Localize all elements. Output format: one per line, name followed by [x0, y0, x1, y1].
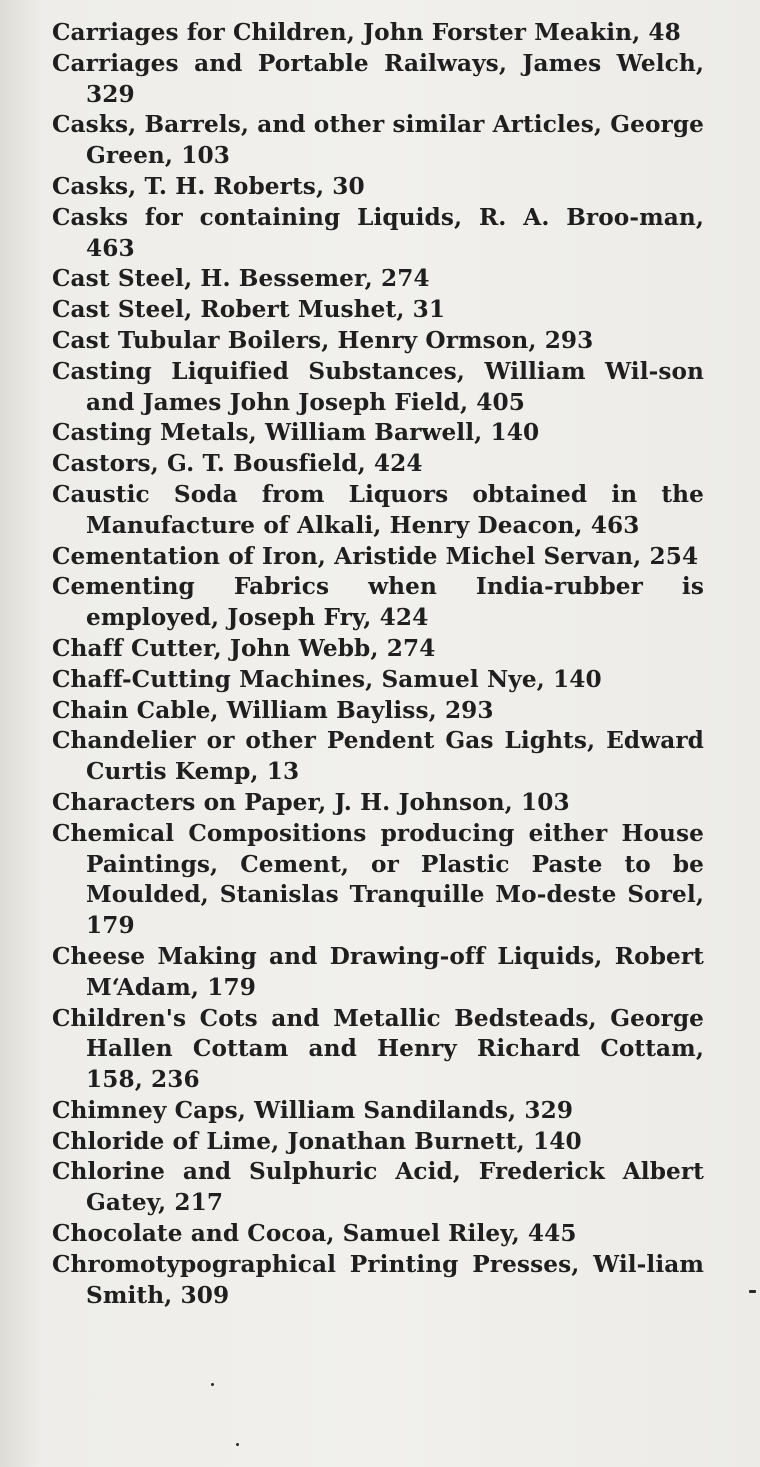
index-entry: Cast Steel, Robert Mushet, 31: [52, 296, 446, 324]
ink-speck: [211, 1383, 214, 1386]
index-entry: Chimney Caps, William Sandilands, 329: [52, 1096, 574, 1124]
index-entry: Cementation of Iron, Aristide Michel Servan, 254: [52, 542, 699, 570]
index-entry: Characters on Paper, J. H. Johnson, 103: [52, 788, 570, 816]
index-entry: Caustic Soda from Liquors obtained in the Manufacture of Alkali, Henry Deacon, 463: [52, 480, 704, 539]
index-entry: Cast Tubular Boilers, Henry Ormson, 293: [52, 326, 594, 354]
index-entry-list: [52, 18, 704, 1311]
index-entry: Chloride of Lime, Jonathan Burnett, 140: [52, 1127, 582, 1155]
index-entry: Chaff-Cutting Machines, Samuel Nye, 140: [52, 665, 602, 693]
ink-speck: [236, 1443, 239, 1446]
index-entry: Chlorine and Sulphuric Acid, Frederick Albert Gatey, 217: [52, 1158, 704, 1217]
index-entry: Cheese Making and Drawing-off Liquids, Robert M‘Adam, 179: [52, 942, 704, 1001]
index-entry: Carriages and Portable Railways, James Welch, 329: [52, 49, 704, 108]
index-entry: Children's Cots and Metallic Bedsteads, George Hallen Cottam and Henry Richard Cottam, 158, 236: [52, 1004, 704, 1094]
index-entry: Casks, T. H. Roberts, 30: [52, 172, 365, 200]
index-entry: Chain Cable, William Bayliss, 293: [52, 696, 494, 724]
index-entry: Castors, G. T. Bousfield, 424: [52, 450, 423, 478]
index-entry: Casks for containing Liquids, R. A. Broo-man, 463: [52, 203, 704, 262]
index-entry: Casting Metals, William Barwell, 140: [52, 419, 540, 447]
index-entry: Chocolate and Cocoa, Samuel Riley, 445: [52, 1220, 577, 1248]
index-entry: Chandelier or other Pendent Gas Lights, Edward Curtis Kemp, 13: [52, 727, 704, 786]
index-entry: Chaff Cutter, John Webb, 274: [52, 634, 436, 662]
index-entry: Carriages for Children, John Forster Meakin, 48: [52, 19, 681, 46]
index-entry: Cementing Fabrics when India-rubber is employed, Joseph Fry, 424: [52, 573, 704, 632]
index-entry: Casting Liquified Substances, William Wil-son and James John Joseph Field, 405: [52, 357, 704, 416]
index-entry: Casks, Barrels, and other similar Articles, George Green, 103: [52, 111, 704, 170]
index-entry: Chromotypographical Printing Presses, Wil-liam Smith, 309: [52, 1250, 704, 1309]
index-entry: Chemical Compositions producing either House Paintings, Cement, or Plastic Paste to be Moulded, Stanislas Tranquille Mo-deste Sorel, 179: [52, 819, 704, 940]
index-entry: Cast Steel, H. Bessemer, 274: [52, 265, 430, 293]
ink-dash-mark: [749, 1290, 756, 1293]
